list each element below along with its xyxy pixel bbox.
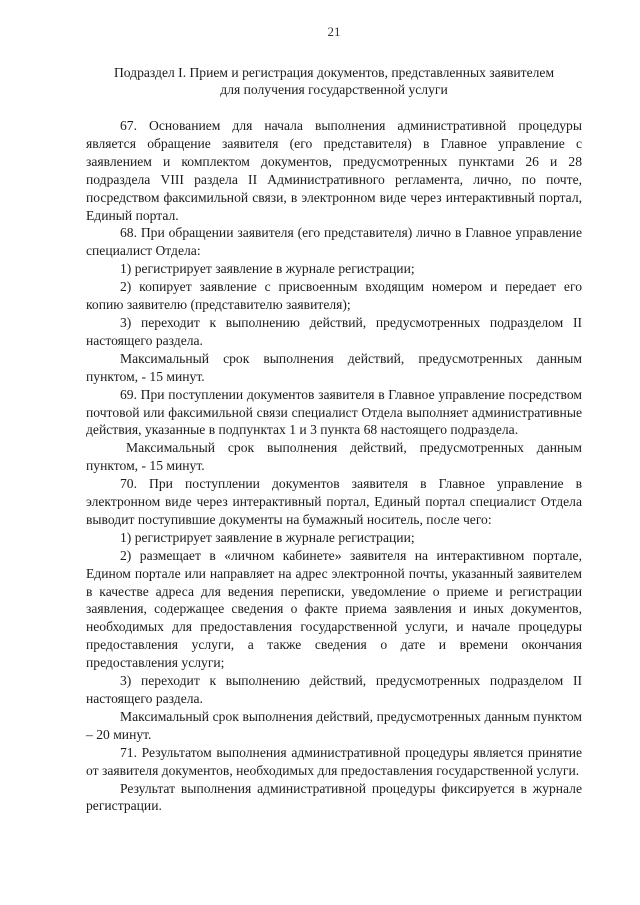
page-number: 21: [327, 24, 341, 39]
paragraph-68-item-3: 3) переходит к выполнению действий, предусмотренных подразделом II настоящего раздела.: [86, 314, 582, 348]
paragraph-68: 68. При обращении заявителя (его представителя) лично в Главное управление специалист Отдела:: [86, 225, 582, 259]
paragraph-70: 70. При поступлении документов заявителя в Главное управление в электронном виде через интерактивный портал, Единый портал специалист Отдела выводит поступившие документы на бумажный носитель, после чего:: [86, 476, 582, 527]
section-title: [86, 64, 582, 98]
paragraph-70-time-limit: Максимальный срок выполнения действий, предусмотренных данным пунктом – 20 минут.: [86, 708, 582, 742]
paragraph-68-item-1: 1) регистрирует заявление в журнале регистрации;: [120, 261, 415, 277]
paragraph-70-item-1: 1) регистрирует заявление в журнале регистрации;: [120, 529, 415, 545]
paragraph-71: 71. Результатом выполнения административной процедуры является принятие от заявителя документов, необходимых для предоставления государственной услуги.: [86, 744, 582, 778]
paragraph-69-time-limit: Максимальный срок выполнения действий, предусмотренных данным пунктом, - 15 минут.: [86, 440, 582, 474]
paragraph-69: 69. При поступлении документов заявителя в Главное управление посредством почтовой или факсимильной связи специалист Отдела выполняет административные действия, указанные в подпунктах 1 и 3 пункта 68 настоящего подраздела.: [86, 386, 582, 438]
paragraph-67: 67. Основанием для начала выполнения административной процедуры является обращение заявителя (его представителя) в Главное управление с заявлением и комплектом документов, предусмотренных пунктами 26 и 28 подраздела VIII раздела II Административного регламента, лично, по почте, посредством факсимильной связи, в электронном виде через интерактивный портал, Единый портал.: [86, 118, 582, 223]
section-title-line-2: для получения государственной услуги: [220, 82, 448, 97]
body-text: [86, 117, 582, 815]
paragraph-68-time-limit: Максимальный срок выполнения действий, предусмотренных данным пунктом, - 15 минут.: [86, 350, 582, 384]
section-title-line-1: Подраздел I. Прием и регистрация документов, представленных заявителем: [113, 65, 555, 80]
paragraph-70-item-2: 2) размещает в «личном кабинете» заявителя на интерактивном портале, Едином портале или направляет на адрес электронной почты, указанный заявителем в качестве адреса для ведения переписки, уведомление о приеме и регистрации заявления, содержащее сведения о факте приема заявления и иных документов, необходимых для предоставления государственной услуги, и начале процедуры предоставления услуги, а также сведения о дате и времени окончания предоставления услуги;: [86, 547, 582, 671]
paragraph-68-item-2: 2) копирует заявление с присвоенным входящим номером и передает его копию заявителю (представителю заявителя);: [86, 279, 582, 313]
paragraph-70-item-3: 3) переходит к выполнению действий, предусмотренных подразделом II настоящего раздела.: [86, 673, 582, 706]
paragraph-71-result: Результат выполнения административной процедуры фиксируется в журнале регистрации.: [86, 780, 582, 814]
